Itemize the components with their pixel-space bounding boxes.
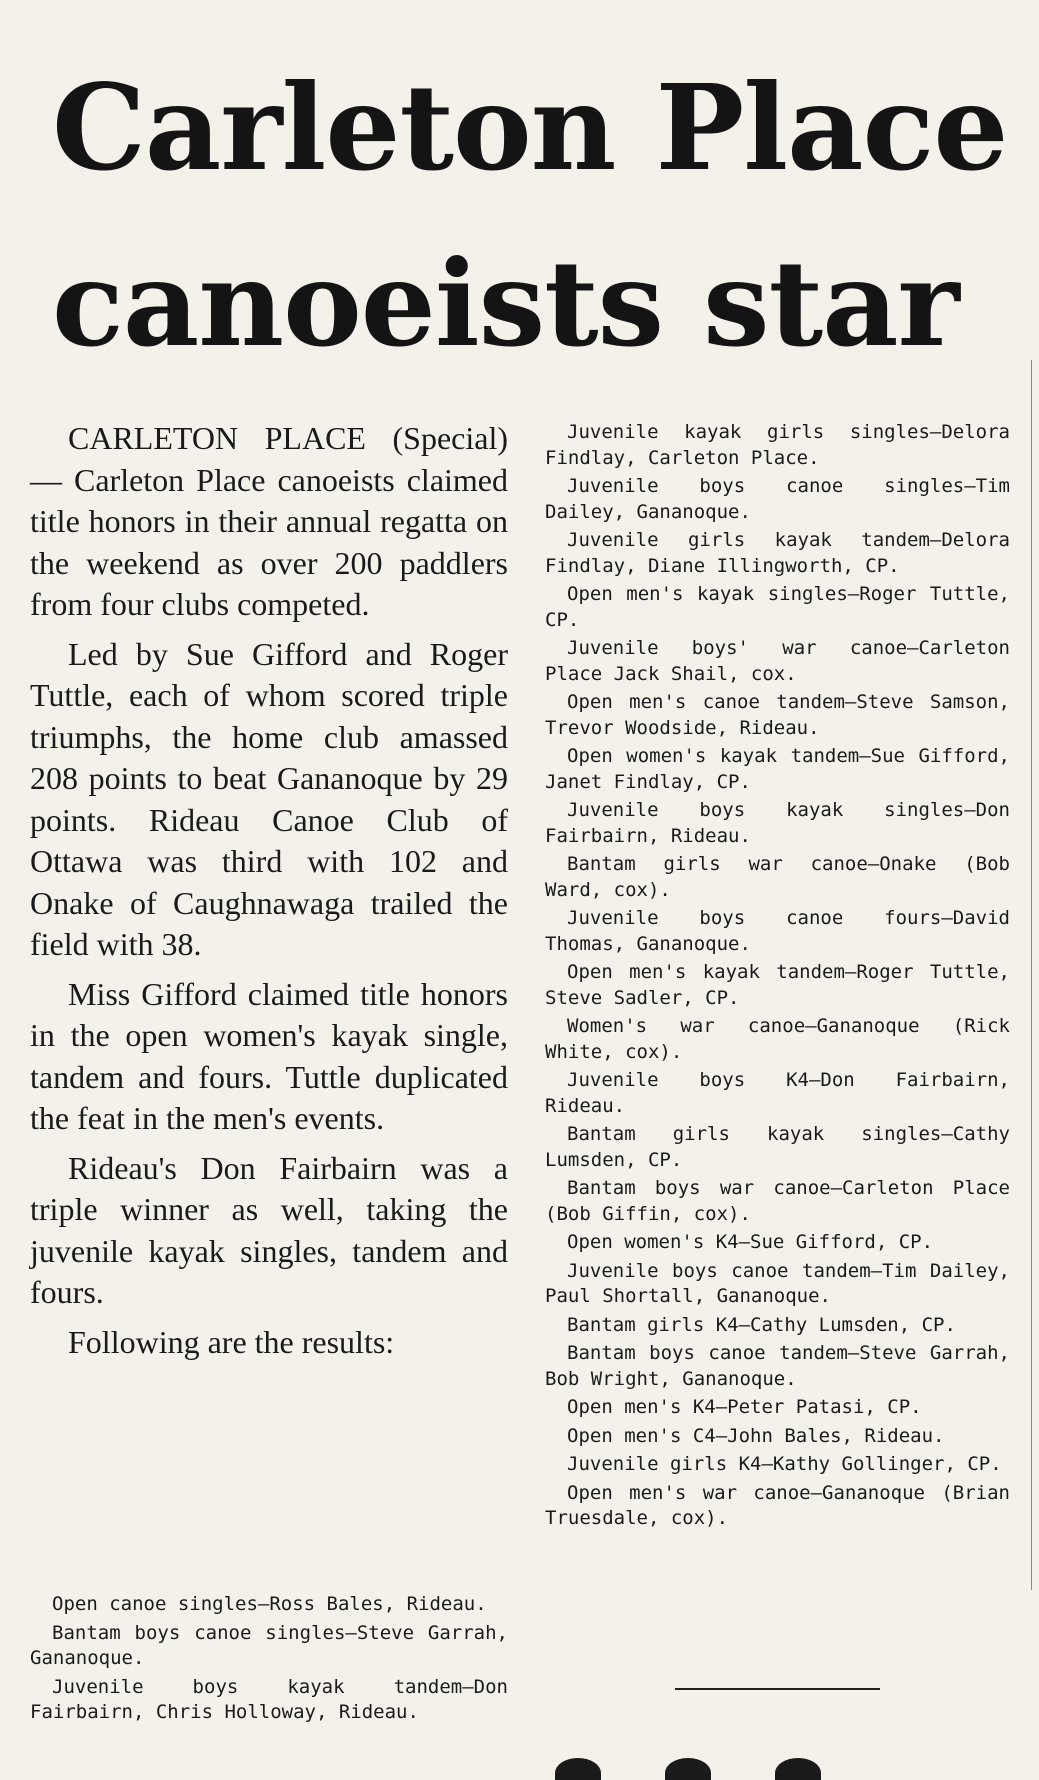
result-item: Women's war canoe—Gananoque (Rick White, cox). bbox=[545, 1015, 1010, 1063]
result-item: Open men's kayak tandem—Roger Tuttle, Steve Sadler, CP. bbox=[545, 961, 1010, 1009]
result-item: Bantam girls war canoe—Onake (Bob Ward, cox). bbox=[545, 853, 1010, 901]
result-item: Bantam boys canoe tandem—Steve Garrah, Bob Wright, Gananoque. bbox=[545, 1342, 1010, 1390]
result-item: Juvenile boys' war canoe—Carleton Place Jack Shail, cox. bbox=[545, 637, 1010, 685]
result-item: Open men's K4—Peter Patasi, CP. bbox=[567, 1396, 922, 1418]
result-item: Open canoe singles—Ross Bales, Rideau. bbox=[52, 1593, 487, 1615]
result-item: Juvenile girls kayak tandem—Delora Findlay, Diane Illingworth, CP. bbox=[545, 529, 1010, 577]
result-item: Juvenile boys canoe tandem—Tim Dailey, Paul Shortall, Gananoque. bbox=[545, 1259, 1010, 1307]
glyph-fragment bbox=[665, 1758, 711, 1780]
result-item: Juvenile boys canoe fours—David Thomas, Gananoque. bbox=[545, 907, 1010, 955]
result-item: Juvenile boys canoe singles—Tim Dailey, Gananoque. bbox=[545, 475, 1010, 523]
result-item: Bantam boys war canoe—Carleton Place (Bob Giffin, cox). bbox=[545, 1177, 1010, 1225]
glyph-fragment bbox=[775, 1758, 821, 1780]
result-item: Bantam girls K4—Cathy Lumsden, CP. bbox=[567, 1313, 956, 1336]
story-paragraph: Miss Gifford claimed title honors in the open women's kayak single, tandem and fours. Tuttle duplicated the feat in the men's events. bbox=[30, 975, 508, 1136]
headline-line-1: Carleton Place bbox=[52, 58, 1008, 197]
results-list-left bbox=[30, 1592, 508, 1729]
end-of-story-rule bbox=[675, 1688, 880, 1690]
result-item: Juvenile boys kayak singles—Don Fairbairn, Rideau. bbox=[545, 799, 1010, 847]
result-item: Open women's kayak tandem—Sue Gifford, Janet Findlay, CP. bbox=[545, 745, 1010, 793]
story-paragraph: Following are the results: bbox=[68, 1323, 395, 1360]
result-item: Juvenile kayak girls singles—Delora Findlay, Carleton Place. bbox=[545, 421, 1010, 469]
result-item: Open men's C4—John Bales, Rideau. bbox=[567, 1424, 945, 1447]
story-paragraph: Rideau's Don Fairbairn was a triple winner as well, taking the juvenile kayak singles, tandem and fours. bbox=[30, 1149, 508, 1310]
headline-line-2: canoeists star bbox=[52, 234, 959, 373]
column-divider bbox=[1031, 360, 1032, 1590]
result-item: Open women's K4—Sue Gifford, CP. bbox=[567, 1231, 934, 1253]
story-paragraph: CARLETON PLACE (Special) — Carleton Place canoeists claimed title honors in their annual regatta on the weekend as over 200 paddlers from four clubs competed. bbox=[30, 420, 508, 622]
result-item: Juvenile girls K4—Kathy Gollinger, CP. bbox=[567, 1453, 1002, 1475]
results-list-right bbox=[545, 420, 1010, 1535]
result-item: Juvenile boys kayak tandem—Don Fairbairn, Chris Holloway, Rideau. bbox=[30, 1675, 508, 1723]
next-headline-fragment bbox=[555, 1740, 855, 1780]
result-item: Juvenile boys K4—Don Fairbairn, Rideau. bbox=[545, 1069, 1010, 1117]
result-item: Open men's war canoe—Gananoque (Brian Truesdale, cox). bbox=[545, 1481, 1010, 1529]
glyph-fragment bbox=[555, 1758, 601, 1780]
story-paragraph: Led by Sue Gifford and Roger Tuttle, each of whom scored triple triumphs, the home club amassed 208 points to beat Gananoque by 29 points. Rideau Canoe Club of Ottawa was third with 102 and Onake of Caughnawaga trailed the field with 38. bbox=[30, 635, 508, 962]
story-body bbox=[30, 418, 508, 1371]
result-item: Bantam boys canoe singles—Steve Garrah, Gananoque. bbox=[30, 1621, 508, 1669]
result-item: Open men's canoe tandem—Steve Samson, Trevor Woodside, Rideau. bbox=[545, 691, 1010, 739]
headline bbox=[52, 40, 1022, 392]
result-item: Open men's kayak singles—Roger Tuttle, CP. bbox=[545, 583, 1010, 631]
result-item: Bantam girls kayak singles—Cathy Lumsden, CP. bbox=[545, 1123, 1010, 1171]
